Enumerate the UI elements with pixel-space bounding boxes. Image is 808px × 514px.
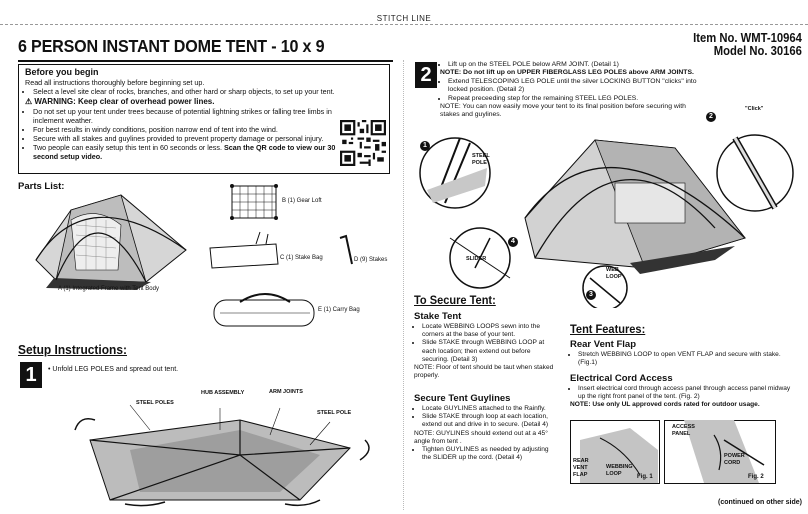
stake-illustration: [336, 234, 356, 268]
before-bullet: • Select a level site clear of rocks, branches, and other hard or sharp objects, to set up your tent.: [33, 87, 383, 96]
step-2-note: NOTE: You can now easily move your tent to its final position before securing with stakes and guylines.: [440, 103, 686, 119]
part-e-label: E (1) Carry Bag: [318, 307, 360, 313]
step-2-bullet: • Lift up on the STEEL POLE below ARM JOINT. (Detail 1): [448, 61, 700, 69]
step-2-bullet: • Repeat preceeding step for the remaining STEEL LEG POLES.: [448, 95, 700, 103]
unfolded-tent-illustration: [70, 400, 380, 508]
tent-illustration: [26, 190, 196, 290]
guy-bullet: • Tighten GUYLINES as needed by adjusting the SLIDER up the cord. (Detail 4): [422, 446, 554, 462]
before-intro: Read all instructions thoroughly before beginning set up.: [25, 78, 205, 87]
detail-4-badge: 4: [508, 237, 518, 247]
label-hub-assembly: HUB ASSEMBLY: [201, 390, 245, 396]
stake-bullet: • Slide STAKE through WEBBING LOOP at each location; then extend out before securing. (Detail 3): [422, 339, 554, 364]
model-number: Model No. 30166: [713, 44, 802, 58]
before-you-begin-box: [18, 64, 390, 174]
label-arm-joints: ARM JOINTS: [269, 389, 303, 395]
stake-bullet: • Locate WEBBING LOOPS sewn into the corners at the base of your tent.: [422, 323, 554, 339]
fig-2-caption: Fig. 2: [748, 474, 764, 480]
part-d-label: D (9) Stakes: [354, 257, 388, 263]
stake-bag-illustration: [206, 230, 282, 272]
stitch-line-label: STITCH LINE: [376, 14, 432, 23]
guy-note: NOTE: GUYLINES should extend out at a 45° angle from tent .: [414, 429, 548, 445]
page-title: 6 PERSON INSTANT DOME TENT - 10 x 9: [18, 36, 325, 56]
qr-code[interactable]: [340, 120, 386, 166]
before-bullet: • For best results in windy conditions, position narrow end of tent into the wind.: [33, 125, 351, 134]
title-rule: [18, 60, 393, 62]
warning-text: WARNING: Keep clear of overhead power lines.: [34, 97, 215, 106]
part-b-label: B (1) Gear Loft: [282, 198, 322, 204]
fig-1-caption: Fig. 1: [637, 474, 653, 480]
continued-note: (continued on other side): [718, 499, 802, 506]
label-click: "Click": [745, 106, 764, 112]
guy-bullet: • Locate GUYLINES attached to the Rainfly.: [422, 405, 554, 413]
part-a-label: A (1) Integrated Frame with Tent Body: [58, 286, 159, 292]
step-2-note: NOTE: Do not lift up on UPPER FIBERGLASS LEG POLES above ARM JOINTS.: [440, 69, 694, 77]
label-power-cord: POWER CORD: [724, 453, 745, 466]
step-2-bullet: • Extend TELESCOPING LEG POLE until the silver LOCKING BUTTON "clicks" into locked position. (Detail 2): [448, 78, 700, 95]
guy-bullet: • Slide STAKE through loop at each location, extend out and drive in to secure. (Detail 4): [422, 413, 554, 429]
vent-bullet: • Stretch WEBBING LOOP to open VENT FLAP and secure with stake. (Fig.1): [578, 351, 795, 367]
stake-note: NOTE: Floor of tent should be taut when staked properly.: [414, 364, 554, 380]
rear-vent-heading: Rear Vent Flap: [570, 339, 636, 350]
rear-vent-text: [570, 351, 795, 367]
parts-list-heading: Parts List:: [18, 181, 65, 192]
before-bullet: • Secure with all stakes and guylines provided to prevent property damage or personal injury.: [33, 134, 351, 143]
cord-access-heading: Electrical Cord Access: [570, 373, 673, 384]
label-steel-pole-detail: STEEL POLE: [472, 153, 490, 166]
label-slider: SLIDER: [466, 256, 487, 262]
step-2-text: [440, 61, 700, 120]
step-1-instruction: Unfold LEG POLES and spread out tent.: [52, 366, 179, 373]
label-rear-vent-flap: REAR VENT FLAP: [573, 458, 589, 478]
cord-access-text: [570, 385, 795, 410]
center-divider: [403, 60, 404, 510]
label-steel-pole: STEEL POLE: [317, 410, 352, 416]
label-webbing-loop: WEBBING LOOP: [606, 464, 633, 477]
features-heading: Tent Features:: [570, 322, 646, 336]
guylines-text: [414, 405, 554, 462]
stake-tent-text: [414, 323, 554, 380]
cord-bullet: • Insert electrical cord through access panel through access panel midway up the right front panel of the tent. (Fig. 2): [578, 385, 795, 401]
item-number: Item No. WMT-10964: [693, 31, 802, 45]
gear-loft-illustration: [228, 182, 280, 222]
cord-note: NOTE: Use only UL approved cords rated for outdoor usage.: [570, 401, 760, 409]
stake-tent-heading: Stake Tent: [414, 311, 462, 322]
item-info: [693, 32, 802, 58]
part-c-label: C (1) Stake Bag: [280, 255, 323, 261]
before-bullet: [33, 143, 351, 161]
step-1-text: • Unfold LEG POLES and spread out tent.: [48, 366, 179, 373]
step-1-badge: 1: [20, 362, 42, 388]
setup-heading: Setup Instructions:: [18, 342, 127, 357]
warning-icon: ⚠: [25, 97, 33, 106]
before-heading: Before you begin: [25, 67, 99, 77]
stitch-line: [0, 24, 808, 25]
detail-1-badge: 1: [420, 141, 430, 151]
detail-2-badge: 2: [706, 112, 716, 122]
step-2-badge: 2: [415, 62, 437, 88]
label-access-panel: ACCESS PANEL: [672, 424, 695, 437]
warning-line: [25, 97, 383, 106]
carry-bag-illustration: [210, 290, 320, 330]
guylines-heading: Secure Tent Guylines: [414, 393, 511, 404]
label-web-loop: WEB LOOP: [606, 267, 622, 280]
secure-heading: To Secure Tent:: [414, 293, 496, 307]
qr-instruction: Scan the QR code to view our 30 second setup video.: [33, 143, 336, 161]
before-bullet: • Do not set up your tent under trees because of potential lightning strikes or falling tree limbs in inclement weather.: [33, 107, 351, 125]
detail-3-badge: 3: [586, 290, 596, 300]
before-bullet5-text: Two people can easily setup this tent in 60 seconds or less.: [33, 143, 224, 152]
label-steel-poles: STEEL POLES: [136, 400, 174, 406]
